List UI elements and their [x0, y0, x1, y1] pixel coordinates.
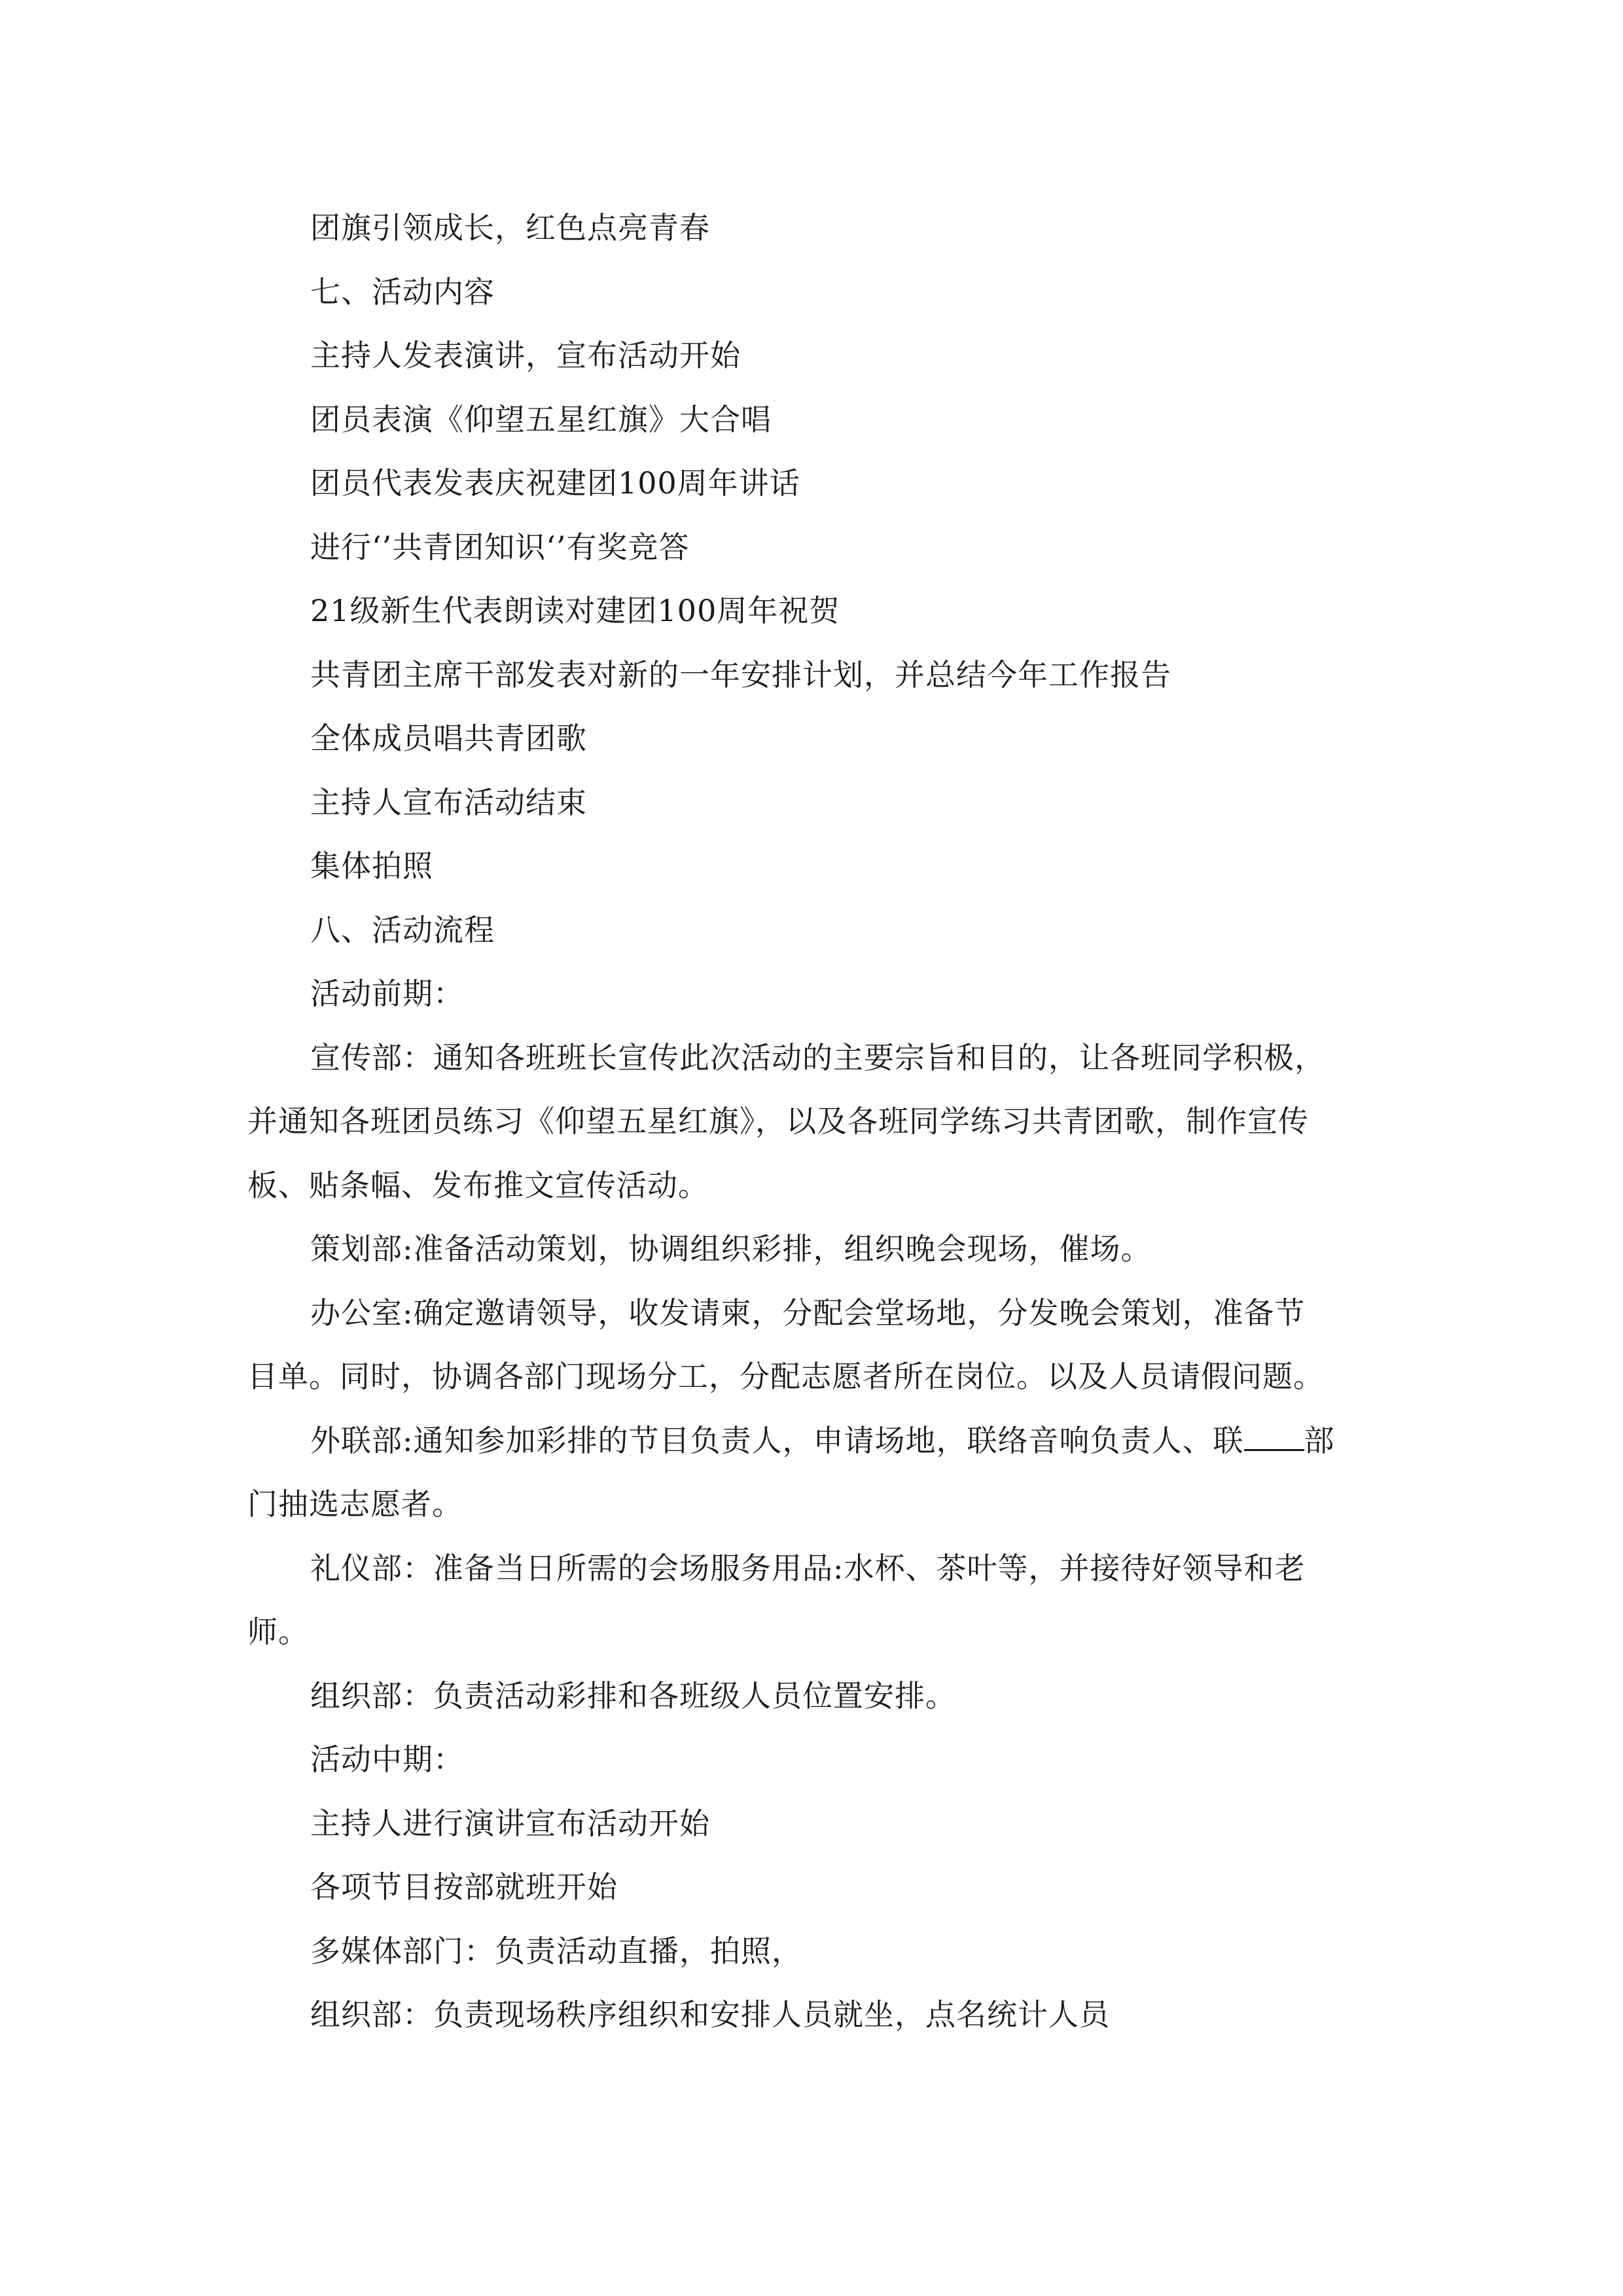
paragraph-planning-dept — [247, 1217, 1383, 1282]
paragraph-office — [247, 1282, 1383, 1409]
text-line-multimedia-dept: 多媒体部门：负责活动直播，拍照， — [310, 1933, 802, 1969]
text-line-sing-anthem: 全体成员唱共青团歌 — [310, 721, 587, 756]
paragraph-line: 礼仪部：准备当日所需的会场服务用品:水杯、茶叶等，并接待好领导和老 — [310, 1550, 1306, 1586]
text-line-chorus: 团员表演《仰望五星红旗》大合唱 — [310, 401, 772, 437]
paragraph-etiquette-dept — [247, 1537, 1383, 1664]
text-line-programs: 各项节目按部就班开始 — [310, 1869, 618, 1905]
paragraph-line: 师。 — [247, 1614, 309, 1649]
document-body — [247, 196, 1383, 2047]
paragraph-liaison-dept — [247, 1409, 1383, 1537]
text-line-theme: 团旗引领成长，红色点亮青春 — [310, 210, 710, 245]
text-line-freshman-reading: 21级新生代表朗读对建团100周年祝贺 — [310, 593, 840, 628]
paragraph-organization-dept — [247, 1664, 1383, 1729]
section-heading-activity-flow: 八、活动流程 — [310, 912, 495, 948]
text-line-host-close: 主持人宣布活动结束 — [310, 784, 587, 820]
fill-in-blank — [1244, 1423, 1304, 1451]
text-line-quiz: 进行‘’共青团知识‘’有奖竞答 — [310, 529, 690, 565]
text-line-group-photo: 集体拍照 — [310, 848, 433, 884]
paragraph-line — [247, 1409, 1383, 1473]
subheading-mid-activity: 活动中期： — [310, 1742, 464, 1777]
subheading-pre-activity: 活动前期： — [310, 976, 464, 1011]
text-line-host-opening: 主持人进行演讲宣布活动开始 — [310, 1805, 710, 1841]
paragraph-line: 策划部:准备活动策划，协调组织彩排，组织晚会现场，催场。 — [310, 1231, 1152, 1266]
text-line-organization-onsite: 组织部：负责现场秩序组织和安排人员就坐，点名统计人员 — [310, 1997, 1110, 2032]
paragraph-line: 组织部：负责活动彩排和各班级人员位置安排。 — [310, 1677, 956, 1713]
text-line-representative-speech: 团员代表发表庆祝建团100周年讲话 — [310, 465, 800, 501]
paragraph-text: 部 — [1304, 1422, 1335, 1458]
paragraph-text: 外联部:通知参加彩排的节目负责人，申请场地，联络音响负责人、联 — [310, 1422, 1244, 1458]
paragraph-line: 目单。同时，协调各部门现场分工，分配志愿者所在岗位。以及人员请假问题。 — [247, 1359, 1324, 1394]
text-line-chairman-report: 共青团主席干部发表对新的一年安排计划，并总结今年工作报告 — [310, 656, 1171, 692]
paragraph-line: 宣传部：通知各班班长宣传此次活动的主要宗旨和目的，让各班同学积极， — [310, 1039, 1325, 1075]
paragraph-line: 办公室:确定邀请领导，收发请柬，分配会堂场地，分发晚会策划，准备节 — [310, 1295, 1306, 1331]
paragraph-line: 门抽选志愿者。 — [247, 1486, 463, 1522]
section-heading-activity-content: 七、活动内容 — [310, 274, 495, 310]
paragraph-publicity-dept — [247, 1026, 1383, 1218]
paragraph-line: 板、贴条幅、发布推文宣传活动。 — [247, 1167, 709, 1203]
paragraph-line: 并通知各班团员练习《仰望五星红旗》，以及各班同学练习共青团歌，制作宣传 — [247, 1103, 1309, 1139]
text-line-host-speech: 主持人发表演讲，宣布活动开始 — [310, 338, 741, 373]
